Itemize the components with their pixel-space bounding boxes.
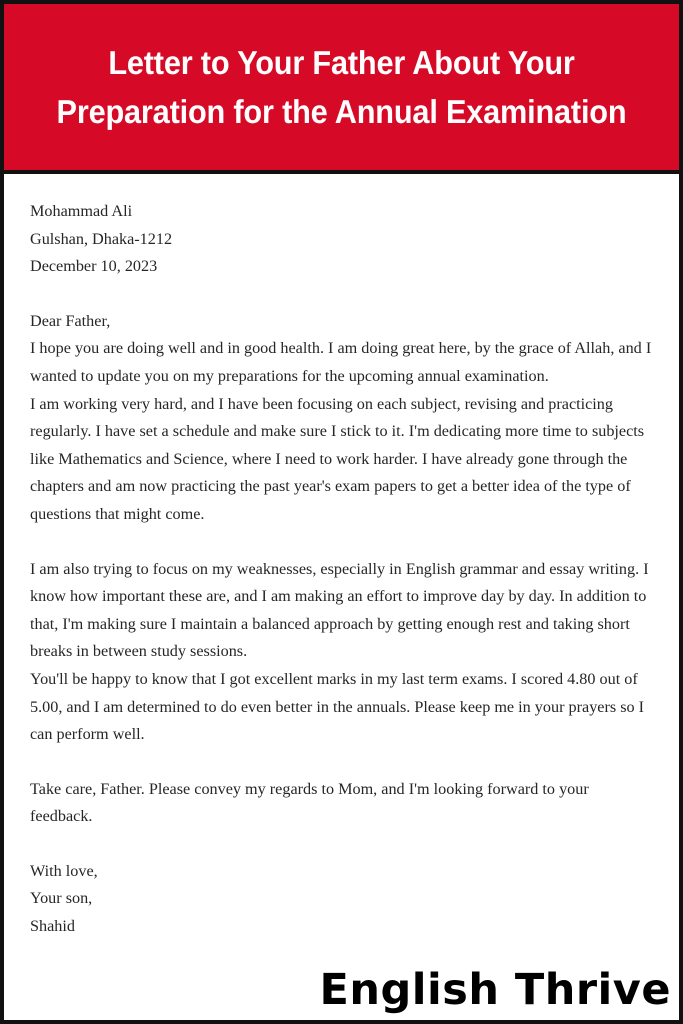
brand-watermark: English Thrive <box>319 965 671 1015</box>
spacer-before-farewell <box>30 749 655 776</box>
sender-block <box>30 198 655 281</box>
sender-name: Mohammad Ali <box>30 202 133 220</box>
letter-date: December 10, 2023 <box>30 257 158 276</box>
signature-block <box>30 858 655 941</box>
paragraph-study-routine: I am working very hard, and I have been focusing on each subject, revising and practicing regularly. I have set a schedule and make sure I stick to it. I'm dedicating more time to subjects like Mathematics and Science, where I need to work harder. I have already gone through the chapters and am now practicing the past year's exam papers to get a better idea of the type of questions that might come. <box>30 394 645 523</box>
page-title: Letter to Your Father About Your Preparation for the Annual Examination <box>56 43 627 130</box>
letter-body <box>4 174 679 941</box>
closing-your-son: Your son, <box>30 889 93 908</box>
closing-with-love: With love, <box>30 861 98 880</box>
paragraph-intro: I hope you are doing well and in good health. I am doing great here, by the grace of Allah, and I wanted to update you on my preparations for the upcoming annual examination. <box>30 339 652 385</box>
paragraph-weaknesses: I am also trying to focus on my weaknesses, especially in English grammar and essay writing. I know how important these are, and I am making an effort to improve day by day. In addition to that, I'm making sure I maintain a balanced approach by getting enough rest and taking short breaks in between study sessions. <box>30 559 649 661</box>
paragraph-results: You'll be happy to know that I got excellent marks in my last term exams. I scored 4.80 out of 5.00, and I am determined to do even better in the annuals. Please keep me in your prayers so I can perform well. <box>30 669 645 744</box>
signature-name: Shahid <box>30 917 75 936</box>
paragraph-farewell: Take care, Father. Please convey my regards to Mom, and I'm looking forward to your feedback. <box>30 779 589 826</box>
spacer-before-signature <box>30 831 655 858</box>
spacer-after-sender <box>30 281 655 308</box>
sender-address: Gulshan, Dhaka-1212 <box>30 229 173 248</box>
header-banner <box>4 4 679 174</box>
salutation: Dear Father, <box>30 311 111 330</box>
spacer-before-weaknesses <box>30 529 655 556</box>
